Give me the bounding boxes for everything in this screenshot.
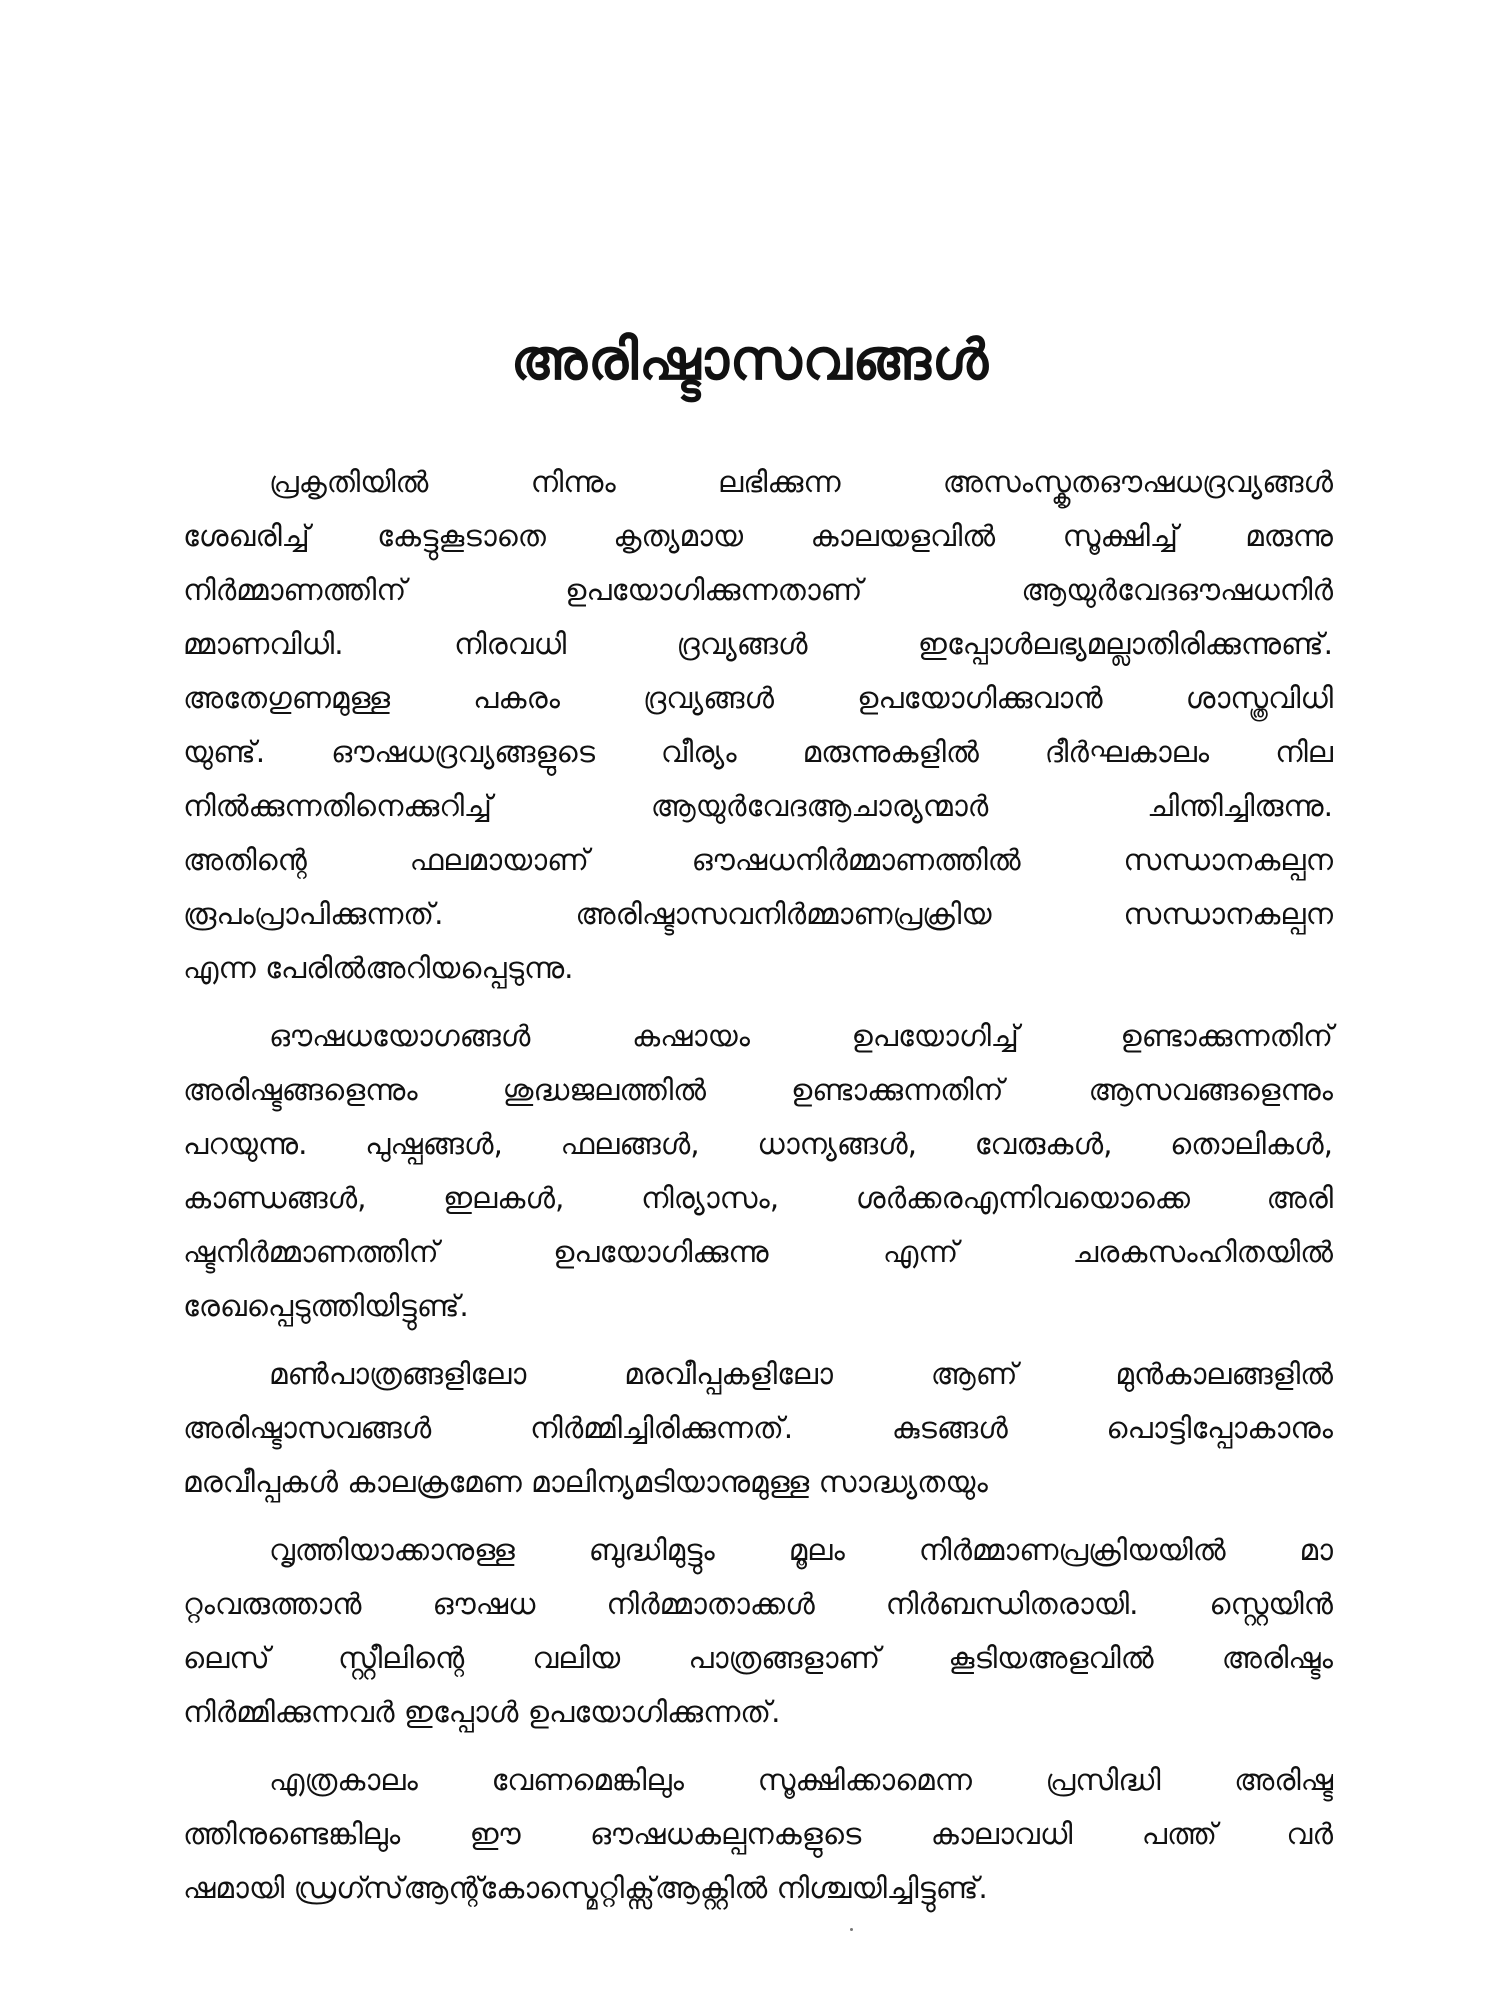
text-line: മൺപാത്രങ്ങളിലോ മരവീപ്പകളിലോ ആണ് മുൻകാലങ്ങളിൽ xyxy=(269,1357,1333,1391)
text-line: മരവീപ്പകൾ കാലക്രമേണ മാലിന്യമടിയാനുമുള്ള സാദ്ധ്യതയും xyxy=(183,1465,988,1499)
text-line: ഔഷധയോഗങ്ങൾ കഷായം ഉപയോഗിച്ച് ഉണ്ടാക്കുന്നതിന് xyxy=(269,1019,1333,1053)
text-line: അതിന്റെ ഫലമായാണ് ഔഷധനിർമ്മാണത്തിൽ സന്ധാനകല്പന xyxy=(183,843,1333,877)
text-line: രേഖപ്പെടുത്തിയിട്ടുണ്ട്. xyxy=(183,1289,469,1323)
text-line: അതേഗുണമുള്ള പകരം ദ്രവ്യങ്ങൾ ഉപയോഗിക്കുവാൻ ശാസ്ത്രവിധി xyxy=(183,681,1333,715)
text-line: റ്റംവരുത്താൻ ഔഷധ നിർമ്മാതാക്കൾ നിർബന്ധിതരായി. സ്റ്റെയിൻ xyxy=(183,1587,1333,1621)
paragraph-1 xyxy=(183,455,1333,995)
body-text xyxy=(183,455,1333,1929)
paragraph-3 xyxy=(183,1347,1333,1509)
text-line: നിർമ്മിക്കുന്നവർ ഇപ്പോൾ ഉപയോഗിക്കുന്നത്. xyxy=(183,1695,781,1729)
text-line: രൂപംപ്രാപിക്കുന്നത്. അരിഷ്ടാസവനിർമ്മാണപ്രക്രിയ സന്ധാനകല്പന xyxy=(183,897,1333,931)
paragraph-2 xyxy=(183,1009,1333,1333)
text-line: പ്രകൃതിയിൽ നിന്നും ലഭിക്കുന്ന അസംസ്കൃതഔഷധദ്രവ്യങ്ങൾ xyxy=(269,465,1333,499)
text-line: നിർമ്മാണത്തിന് ഉപയോഗിക്കുന്നതാണ് ആയുർവേദഔഷധനിർ xyxy=(183,573,1333,607)
paragraph-5 xyxy=(183,1753,1333,1915)
text-line: എന്ന പേരിൽഅറിയപ്പെടുന്നു. xyxy=(183,951,574,985)
text-line: പറയുന്നു. പുഷ്പങ്ങൾ, ഫലങ്ങൾ, ധാന്യങ്ങൾ, വേരുകൾ, തൊലികൾ, xyxy=(183,1127,1333,1161)
text-line: അരിഷ്ടാസവങ്ങൾ നിർമ്മിച്ചിരിക്കുന്നത്. കുടങ്ങൾ പൊട്ടിപ്പോകാനും xyxy=(183,1411,1333,1445)
text-line: വൃത്തിയാക്കാനുള്ള ബുദ്ധിമുട്ടും മൂലം നിർമ്മാണപ്രക്രിയയിൽ മാ xyxy=(269,1533,1333,1567)
text-line: അരിഷ്ടങ്ങളെന്നും ശുദ്ധജലത്തിൽ ഉണ്ടാക്കുന്നതിന് ആസവങ്ങളെന്നും xyxy=(183,1073,1333,1107)
text-line: കാണ്ഡങ്ങൾ, ഇലകൾ, നിര്യാസം, ശർക്കരഎന്നിവയൊക്കെ അരി xyxy=(183,1181,1333,1215)
text-line: എത്രകാലം വേണമെങ്കിലും സൂക്ഷിക്കാമെന്ന പ്രസിദ്ധി അരിഷ്ട xyxy=(269,1763,1333,1797)
text-line: ത്തിനുണ്ടെങ്കിലും ഈ ഔഷധകല്പനകളുടെ കാലാവധി പത്ത് വർ xyxy=(183,1817,1333,1851)
text-line: ഷ്ടനിർമ്മാണത്തിന് ഉപയോഗിക്കുന്നു എന്ന് ചരകസംഹിതയിൽ xyxy=(183,1235,1333,1269)
text-line: യുണ്ട്. ഔഷധദ്രവ്യങ്ങളുടെ വീര്യം മരുന്നുകളിൽ ദീർഘകാലം നില xyxy=(183,735,1333,769)
text-line: നിൽക്കുന്നതിനെക്കുറിച്ച് ആയുർവേദആചാര്യന്മാർ ചിന്തിച്ചിരുന്നു. xyxy=(183,789,1333,823)
text-line: മ്മാണവിധി. നിരവധി ദ്രവ്യങ്ങൾ ഇപ്പോൾലഭ്യമല്ലാതിരിക്കുന്നുണ്ട്. xyxy=(183,627,1333,661)
text-line: ശേഖരിച്ച് കേട്ടുകൂടാതെ കൃത്യമായ കാലയളവിൽ സൂക്ഷിച്ച് മരുന്നു xyxy=(183,519,1333,553)
scan-speck xyxy=(850,1928,853,1931)
text-line: ഷമായി ഡ്രഗ്സ്ആന്റ്കോസ്മെറ്റിക്സ്ആക്റ്റിൽ നിശ്ചയിച്ചിട്ടുണ്ട്. xyxy=(183,1871,988,1905)
page-title: അരിഷ്ടാസവങ്ങൾ xyxy=(510,328,990,393)
text-line: ലെസ് സ്റ്റീലിന്റെ വലിയ പാത്രങ്ങളാണ് കൂടിയഅളവിൽ അരിഷ്ടം xyxy=(183,1641,1333,1675)
paragraph-4 xyxy=(183,1523,1333,1739)
